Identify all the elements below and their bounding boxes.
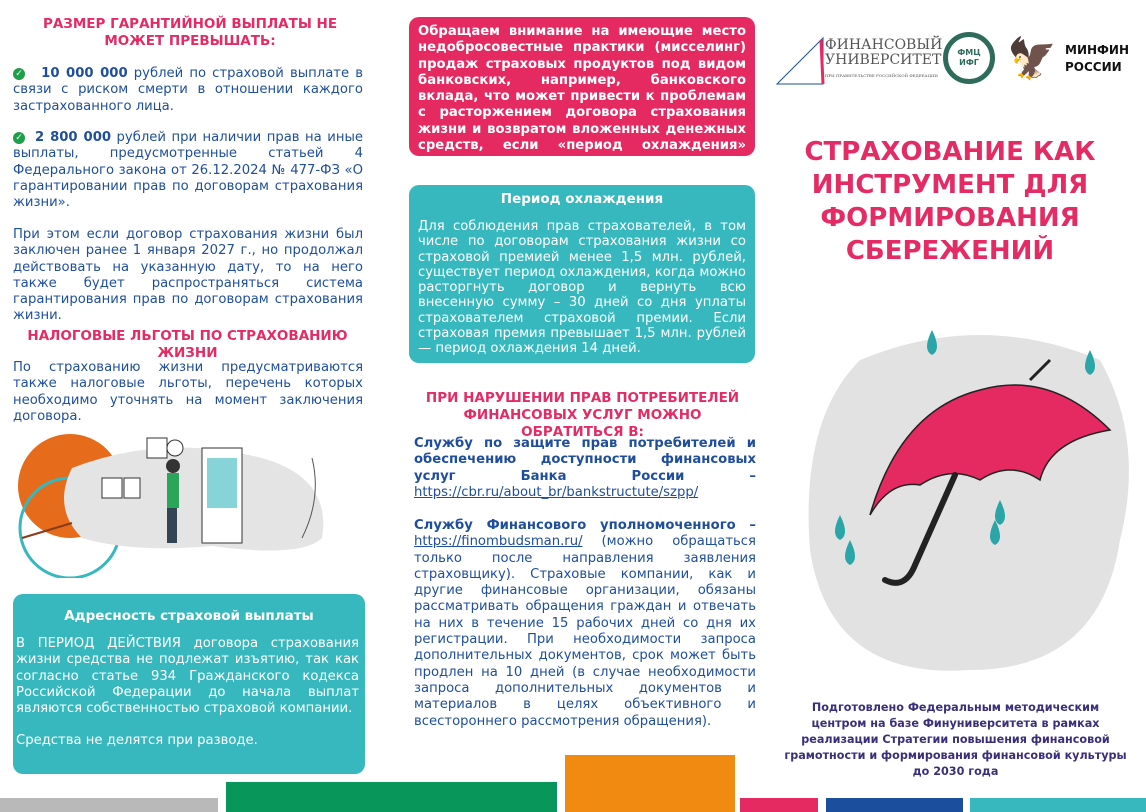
fmc-logo: ФМЦ ИФГ — [943, 32, 995, 84]
misselling-warning-box: Обращаем внимание на имеющие место недобросовестные практики (мисселинг) продаж страховых продуктов под видом банковских, например, банковского вклада, что может привести к проблемам с расторжением договора страхования жизни и возвратом вложенных денежных средств, если «период охлаждения» закончился. — [409, 17, 755, 156]
minfin-logo: МИНФИН РОССИИ — [1065, 43, 1130, 74]
box-text-divorce: Средства не делятся при разводе. — [16, 733, 258, 749]
footer-bar-green — [226, 782, 557, 812]
ombudsman-service — [414, 518, 756, 730]
amount: 2 800 000 — [35, 130, 112, 145]
box-text: Для соблюдения прав страхователей, в том числе по договорам страхования жизни со страховой премией менее 1,5 млн. рублей, существует период охлаждения, когда можно расторгнуть договор и вернуть всю внесенную сумму – 30 дней со дня уплаты страхователем страховой премии. Если страховая премия превышает 1,5 млн. рублей — период охлаждения 14 дней. — [418, 219, 746, 357]
cbr-link[interactable]: https://cbr.ru/about_br/bankstructute/szpp/ — [414, 484, 699, 500]
item-text: рублей по страховой выплате в связи с риском смерти в отношении каждого застрахованного лица. — [13, 66, 363, 114]
item-text: рублей при наличии прав на иные выплаты, предусмотренные статьей 4 Федерального закона от 26.12.2024 № 477-ФЗ «О гарантировании прав по договорам страхования жизни». — [13, 130, 363, 211]
guarantee-item-1 — [13, 66, 363, 115]
org-name: Службу по защите прав потребителей и обеспечению доступности финансовых услуг Банка России – — [414, 436, 756, 484]
amount: 10 000 000 — [41, 66, 128, 81]
eagle-emblem-icon: 🦅 — [1007, 36, 1057, 82]
brochure-title: СТРАХОВАНИЕ КАК ИНСТРУМЕНТ ДЛЯ ФОРМИРОВАНИЯ СБЕРЕЖЕНИЙ — [804, 137, 1096, 266]
ombudsman-link[interactable]: https://finombudsman.ru/ — [414, 534, 583, 550]
tax-text: По страхованию жизни предусматриваются также налоговые льготы, перечень которых необходимо уточнять на момент заключения договора. — [13, 360, 363, 424]
guarantee-item-2 — [13, 130, 363, 211]
fu-logo: ФИНАНСОВЫЙ УНИВЕРСИТЕТ ПРИ ПРАВИТЕЛЬСТВЕ РОССИЙСКОЙ ФЕДЕРАЦИИ — [825, 37, 943, 78]
guarantee-heading: РАЗМЕР ГАРАНТИЙНОЙ ВЫПЛАТЫ НЕ МОЖЕТ ПРЕВЫШАТЬ: — [42, 16, 338, 49]
guarantee-note: При этом если договор страхования жизни был заключен ранее 1 января 2027 г., но продолжал действовать на указанную дату, то на него также будет распространяться система гарантирования прав по договорам страхования жизни. — [13, 227, 363, 324]
cbr-service — [414, 436, 756, 501]
footer-bar-gray — [0, 798, 218, 812]
box-text: В ПЕРИОД ДЕЙСТВИЯ договора страхования жизни средства не подлежат изъятию, так как согласно статье 934 Гражданского кодекса Российской Федерации до начала выплат являются собственностью страховой компании. — [16, 636, 359, 717]
tax-heading: НАЛОГОВЫЕ ЛЬГОТЫ ПО СТРАХОВАНИЮ ЖИЗНИ — [27, 328, 348, 361]
complaints-heading: ПРИ НАРУШЕНИИ ПРАВ ПОТРЕБИТЕЛЕЙ ФИНАНСОВЫХ УСЛУГ МОЖНО ОБРАТИТЬСЯ В: — [425, 390, 740, 440]
footer-bar-teal — [970, 798, 1146, 812]
footer-bar-orange — [565, 755, 735, 812]
box-title: Период охлаждения — [500, 191, 664, 207]
box-title: Адресность страховой выплаты — [64, 608, 314, 624]
prepared-by-footer: Подготовлено Федеральным методическим центром на базе Финуниверситета в рамках реализации Стратегии повышения финансовой грамотности и формирования финансовой культуры до 2030 года — [784, 701, 1127, 778]
org-name: Службу Финансового уполномоченного – — [414, 518, 756, 533]
check-icon: ✓ — [13, 132, 25, 144]
illustration-person-shelf — [12, 428, 342, 578]
cooling-period-box — [409, 185, 755, 363]
ombudsman-text: (можно обращаться только после направления заявления страховщику). Страховые компании, как и другие финансовые организации, обязаны рассматривать обращения граждан и отвечать на них в течение 15 рабочих дней со дня их регистрации. При необходимости запроса дополнительных документов, срок может быть продлен на 10 дней (в случае необходимости запроса дополнительных документов и материалов в целях объективного и всестороннего рассмотрения обращения). — [414, 534, 756, 729]
check-icon: ✓ — [13, 68, 25, 80]
logos — [775, 30, 1145, 90]
footer-bar-pink — [740, 798, 818, 812]
address-payout-box — [13, 594, 365, 774]
umbrella-illustration — [800, 300, 1145, 690]
footer-bar-blue — [826, 798, 963, 812]
